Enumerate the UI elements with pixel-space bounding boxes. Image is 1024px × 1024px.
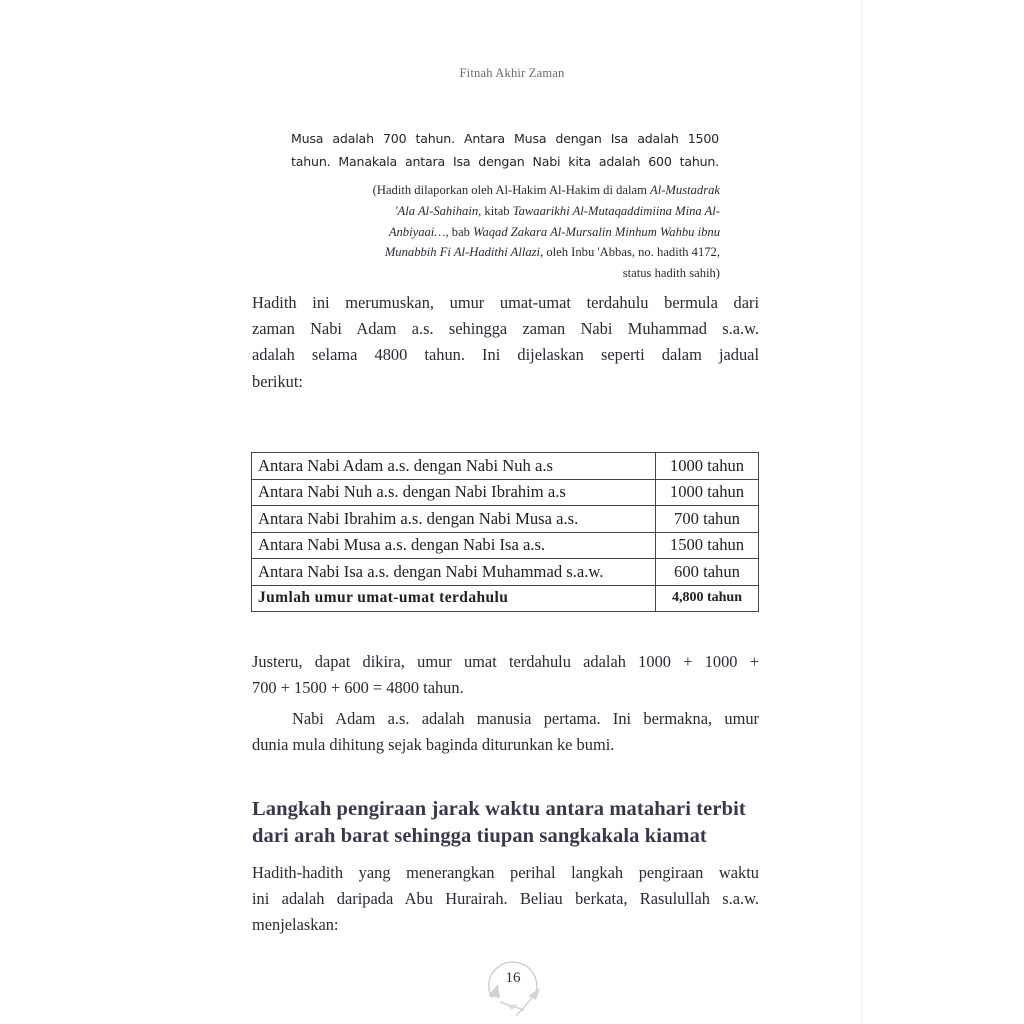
text-line: Justeru, dapat dikira, umur umat terdahulu adalah 1000 + 1000 + xyxy=(252,652,759,671)
quote-line: tahun. Manakala antara Isa dengan Nabi kita adalah 600 tahun. xyxy=(291,154,719,169)
paragraph-summary xyxy=(252,290,759,395)
row-value: 1000 tahun xyxy=(656,453,759,480)
quote-line: Musa adalah 700 tahun. Antara Musa dengan Isa adalah 1500 xyxy=(291,131,719,146)
table-row xyxy=(252,479,759,506)
table-row xyxy=(252,532,759,559)
citation-text: , kitab xyxy=(478,203,513,218)
total-label: Jumlah umur umat-umat terdahulu xyxy=(252,585,656,612)
citation-book-title: Al-Mustadrak xyxy=(650,183,720,197)
hadith-citation xyxy=(290,180,720,284)
laurel-circle-icon xyxy=(478,954,548,1020)
citation-text: (Hadith dilaporkan oleh Al-Hakim Al-Hakim di dalam xyxy=(372,183,651,197)
paragraph-first-human xyxy=(252,706,759,758)
table-total-row xyxy=(252,585,759,612)
row-label: Antara Nabi Musa a.s. dengan Nabi Isa a.s. xyxy=(252,532,656,559)
heading-line: dari arah barat sehingga tiupan sangkakala kiamat xyxy=(252,825,707,847)
row-value: 1000 tahun xyxy=(656,479,759,506)
total-value: 4,800 tahun xyxy=(656,585,759,612)
citation-section-title: Waqad Zakara Al-Mursalin Minhum Wahbu ibnu xyxy=(473,224,720,239)
citation-section-title: Munabbih Fi Al-Hadithi Allazi xyxy=(384,245,541,260)
table-row xyxy=(252,559,759,586)
text-line: menjelaskan: xyxy=(252,915,339,935)
page-number: 16 xyxy=(505,970,521,986)
text-line: ini adalah daripada Abu Hurairah. Beliau berkata, Rasulullah s.a.w. xyxy=(252,889,759,909)
hadith-quote xyxy=(291,127,719,173)
text-line: Hadith-hadith yang menerangkan perihal langkah pengiraan waktu xyxy=(252,863,759,882)
text-line: dunia mula dihitung sejak baginda diturunkan ke bumi. xyxy=(252,735,615,755)
text-line: Hadith ini merumuskan, umur umat-umat terdahulu bermula dari xyxy=(252,293,759,312)
paragraph-abu-hurairah xyxy=(252,860,759,939)
table-row xyxy=(252,453,759,480)
citation-chapter-title: Tawaarikhi Al-Mutaqaddimiina Mina Al- xyxy=(512,203,720,218)
page-edge xyxy=(861,0,862,1024)
text-line: zaman Nabi Adam a.s. sehingga zaman Nabi Muhammad s.a.w. xyxy=(252,319,759,339)
section-heading xyxy=(252,796,772,850)
citation-chapter-title: Anbiyaai… xyxy=(388,224,446,239)
citation-status: status hadith sahih) xyxy=(622,266,720,281)
row-label: Antara Nabi Nuh a.s. dengan Nabi Ibrahim a.s xyxy=(252,479,656,506)
row-value: 1500 tahun xyxy=(656,532,759,559)
row-label: Antara Nabi Adam a.s. dengan Nabi Nuh a.s xyxy=(252,453,656,480)
heading-line: Langkah pengiraan jarak waktu antara matahari terbit xyxy=(252,798,746,820)
citation-text: , oleh Inbu 'Abbas, no. hadith 4172, xyxy=(540,245,720,260)
text-line: berikut: xyxy=(252,371,303,391)
paragraph-calculation xyxy=(252,649,759,701)
running-header: Fitnah Akhir Zaman xyxy=(459,66,565,80)
row-value: 600 tahun xyxy=(656,559,759,586)
text-line: 700 + 1500 + 600 = 4800 tahun. xyxy=(252,678,464,698)
ages-table xyxy=(251,452,759,612)
citation-book-title: 'Ala Al-Sahihain xyxy=(394,203,479,218)
text-line: adalah selama 4800 tahun. Ini dijelaskan seperti dalam jadual xyxy=(252,345,759,365)
text-line: Nabi Adam a.s. adalah manusia pertama. Ini bermakna, umur xyxy=(292,709,759,728)
citation-text: , bab xyxy=(445,224,474,239)
page-number-ornament xyxy=(478,954,548,1020)
row-value: 700 tahun xyxy=(656,506,759,533)
row-label: Antara Nabi Isa a.s. dengan Nabi Muhammad s.a.w. xyxy=(252,559,656,586)
row-label: Antara Nabi Ibrahim a.s. dengan Nabi Musa a.s. xyxy=(252,506,656,533)
table-row xyxy=(252,506,759,533)
